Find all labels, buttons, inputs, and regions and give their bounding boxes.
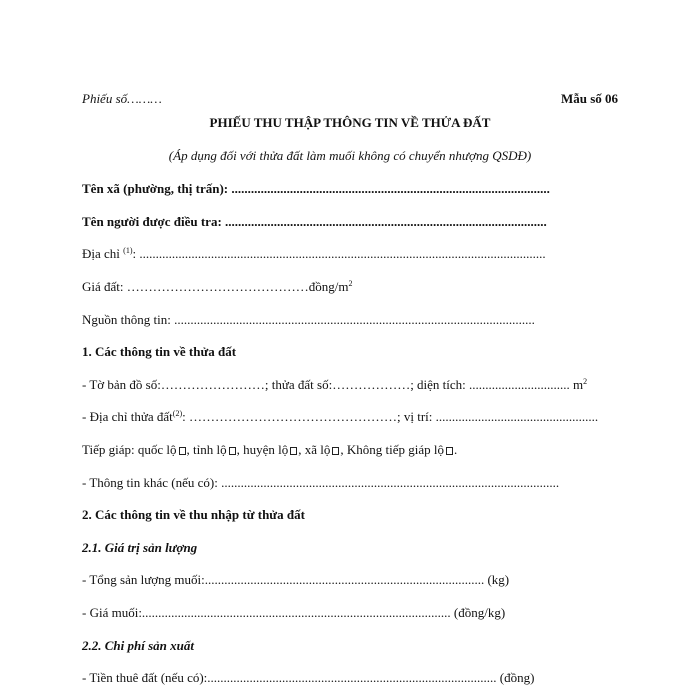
section1-heading: 1. Các thông tin về thửa đất	[82, 344, 237, 359]
document-title: PHIẾU THU THẬP THÔNG TIN VỀ THỬA ĐẤT	[209, 115, 491, 130]
address-dots: : .............................................................................................................................	[132, 246, 546, 261]
salt-price-field: - Giá muối:............................................................................................... (đồng/kg)	[82, 605, 506, 620]
adjacent-road-field	[82, 442, 457, 458]
adjacent-option-provincial-road: tỉnh lộ ,	[193, 442, 240, 457]
provincial-road-checkbox[interactable]	[229, 447, 236, 455]
adjacent-prefix: Tiếp giáp:	[82, 442, 135, 457]
adjacent-option-none: Không tiếp giáp lộ .	[346, 442, 458, 457]
commune-road-checkbox[interactable]	[332, 447, 339, 455]
address-label: Địa chỉ	[82, 246, 120, 261]
land-price-text: Giá đất: ……………………………………đồng/m	[82, 279, 349, 294]
address-field	[82, 246, 546, 262]
form-number-label: Phiếu số………	[82, 91, 162, 106]
section2-1-heading: 2.1. Giá trị sản lượng	[82, 540, 198, 555]
parcel-address-footnote-mark: (2)	[172, 409, 183, 418]
parcel-address-field	[82, 409, 598, 425]
address-footnote-mark: (1)	[123, 246, 133, 255]
map-sheet-field	[82, 377, 587, 393]
parcel-address-dots: : …………………………………………; vị trí: ..................................................	[182, 409, 599, 424]
land-price-unit-sup: 2	[348, 279, 353, 288]
source-field: Nguồn thông tin: ...............................................................................................................	[82, 312, 535, 327]
land-price-field	[82, 279, 353, 295]
respondent-field: Tên người được điều tra: ...................................................................................................	[82, 214, 547, 229]
section2-heading: 2. Các thông tin về thu nhập từ thửa đất	[82, 507, 305, 522]
area-unit-sup: 2	[583, 377, 588, 386]
national-road-checkbox[interactable]	[179, 447, 186, 455]
no-road-checkbox[interactable]	[446, 447, 453, 455]
adjacent-option-district-road: huyện lộ ,	[243, 442, 302, 457]
map-sheet-text: - Tờ bản đồ số:……………………; thửa đất số:………………; diện tích: ............................... m	[82, 377, 584, 392]
adjacent-option-commune-road: xã lộ ,	[304, 442, 344, 457]
other-info-field: - Thông tin khác (nếu có): ........................................................................................................	[82, 475, 560, 490]
total-output-field: - Tổng sản lượng muối:...................................................................................... (kg)	[82, 572, 510, 587]
commune-field: Tên xã (phường, thị trấn): ..................................................................................................	[82, 181, 550, 196]
section2-2-heading: 2.2. Chi phí sản xuất	[82, 638, 194, 653]
parcel-address-label: - Địa chỉ thửa đất	[82, 409, 173, 424]
land-rent-field: - Tiền thuê đất (nếu có):......................................................................................... (đồng)	[82, 670, 535, 685]
adjacent-option-national-road: quốc lộ ,	[137, 442, 190, 457]
document-subtitle: (Áp dụng đối với thửa đất làm muối không có chuyển nhượng QSDĐ)	[168, 148, 532, 163]
district-road-checkbox[interactable]	[290, 447, 297, 455]
template-number-label: Mẫu số 06	[560, 91, 618, 106]
